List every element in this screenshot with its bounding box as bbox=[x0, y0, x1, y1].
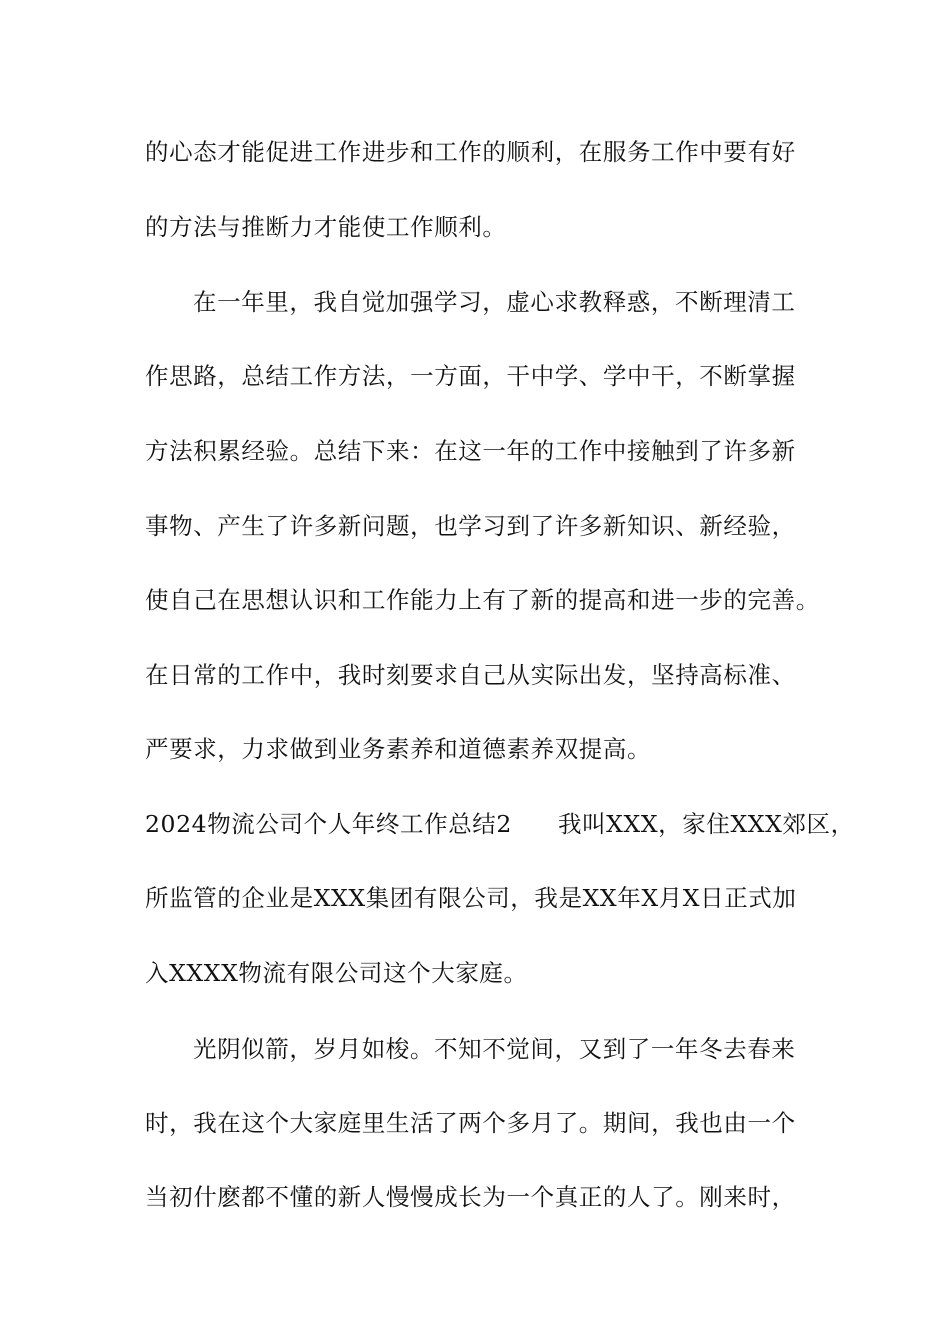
paragraph-line: 使自己在思想认识和工作能力上有了新的提高和进一步的完善。 bbox=[145, 586, 820, 614]
paragraph-line: 作思路，总结工作方法，一方面，干中学、学中干，不断掌握 bbox=[145, 362, 796, 390]
paragraph-line: 方法积累经验。总结下来：在这一年的工作中接触到了许多新 bbox=[145, 437, 796, 465]
paragraph-line: 当初什麽都不懂的新人慢慢成长为一个真正的人了。刚来时， bbox=[145, 1183, 796, 1211]
paragraph-line: 入XXXX物流有限公司这个大家庭。 bbox=[145, 959, 528, 987]
paragraph-line: 的心态才能促进工作进步和工作的顺利，在服务工作中要有好 bbox=[145, 138, 796, 166]
paragraph-line: 的方法与推断力才能使工作顺利。 bbox=[145, 213, 507, 241]
paragraph-line: 在日常的工作中，我时刻要求自己从实际出发，坚持高标准、 bbox=[145, 661, 796, 689]
section-first-line: 我叫XXX，家住XXX郊区， bbox=[557, 810, 855, 838]
paragraph-line: 时，我在这个大家庭里生活了两个多月了。期间，我也由一个 bbox=[145, 1109, 796, 1137]
paragraph-line: 所监管的企业是XXX集团有限公司，我是XX年X月X日正式加 bbox=[145, 884, 797, 912]
paragraph-line: 光阴似箭，岁月如梭。不知不觉间，又到了一年冬去春来 bbox=[193, 1035, 796, 1063]
section-heading: 2024物流公司个人年终工作总结2 bbox=[145, 810, 512, 838]
section-heading-line bbox=[145, 804, 855, 844]
paragraph-line: 事物、产生了许多新问题，也学习到了许多新知识、新经验， bbox=[145, 512, 796, 540]
paragraph-line: 在一年里，我自觉加强学习，虚心求教释惑，不断理清工 bbox=[193, 288, 796, 316]
paragraph-line: 严要求，力求做到业务素养和道德素养双提高。 bbox=[145, 735, 652, 763]
